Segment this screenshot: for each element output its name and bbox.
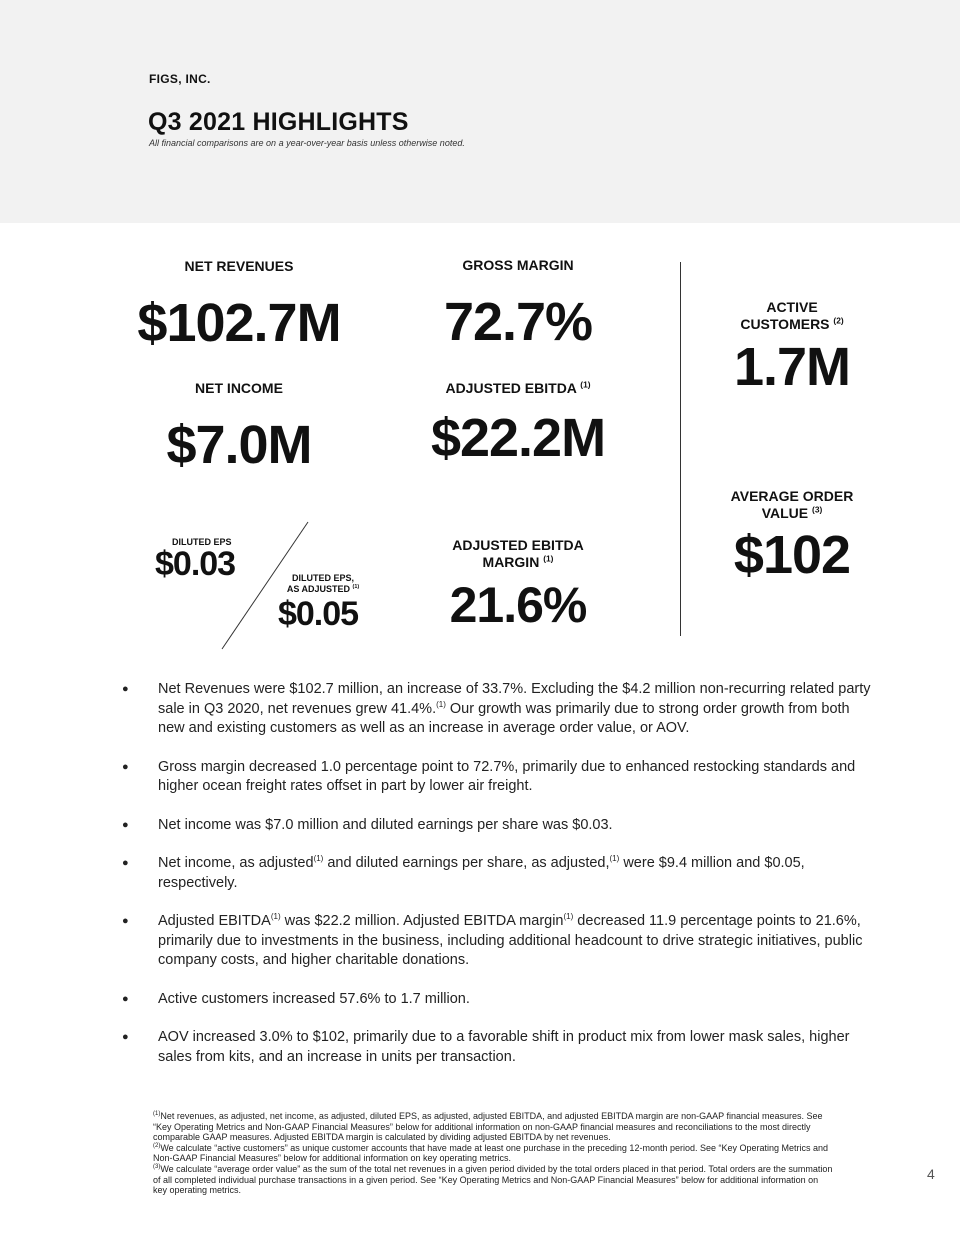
gross-margin-label: GROSS MARGIN [462,257,574,273]
list-item: ● Adjusted EBITDA$^{(1)}$ was $22.2 million. Adjusted EBITDA margin$^{(1)}$ decreased 11.9 percentage points to 21.6%, primarily due to investments in the business, including additional headcount to drive strategic initiatives, public company costs, and higher charitable donations. [122,912,863,968]
net-income-value: $7.0M [166,415,312,475]
footnote-3: $^{(3)}$We calculate “average order value” as the sum of the total net revenues in a given period divided by the total orders placed in that period. Total orders are the summation of all completed individual purchase transactions in a given period. See “Key Operating Metrics and Non-GAAP Financial Measures” below for additional information on key operating metrics. [153,1163,833,1196]
list-item: ● Gross margin decreased 1.0 percentage point to 72.7%, primarily due to enhanced restocking standards and higher ocean freight rates offset in part by lower air freight. [122,758,856,794]
list-item: ● Net income was $7.0 million and diluted earnings per share was $0.03. [120,816,880,836]
bullet-icon: ● [122,1031,129,1043]
footnotes [153,1111,833,1196]
list-item: ● Net Revenues were $102.7 million, an increase of 33.7%. Excluding the $4.2 million non-recurring related party sale in Q3 2020, net revenues grew 41.4%.$^{(1)}$ Our growth was primarily due to strong order growth from both new and existing customers as well as an increase in average order value, or AOV. [122,681,871,736]
diluted-eps-adjusted-value: $0.05 [277,595,359,633]
vertical-divider [680,262,681,636]
bullet-icon: ● [122,857,129,869]
bullet-icon: ● [122,992,129,1005]
net-revenues-label: NET REVENUES [184,258,294,274]
diluted-eps-label: DILUTED EPS [172,537,232,547]
list-item: ● AOV increased 3.0% to $102, primarily due to a favorable shift in product mix from lower mask sales, higher sales from kits, and an increase in units per transaction. [122,1029,850,1065]
page-subtitle: All financial comparisons are on a year-over-year basis unless otherwise noted. [149,138,465,148]
bullet-icon: ● [122,760,129,773]
bullet-icon: ● [122,818,129,831]
active-customers-label: ACTIVE CUSTOMERS $^{(2)}$ [740,299,844,332]
adjusted-ebitda-value: $22.2M [430,408,606,468]
adjusted-ebitda-label: ADJUSTED EBITDA $^{(1)}$ [445,379,591,396]
adjusted-ebitda-margin-label: ADJUSTED EBITDA MARGIN $^{(1)}$ [452,537,584,570]
net-income-label: NET INCOME [195,380,283,396]
footnote-2: $^{(2)}$We calculate “active customers” as unique customer accounts that have made at least one purchase in the preceding 12-month period. See “Key Operating Metrics and Non-GAAP Financial Measures” below for additional information on key operating metrics. [153,1142,829,1164]
aov-value: $102 [733,525,851,585]
net-revenues-value: $102.7M [137,293,341,353]
list-item: ● Active customers increased 57.6% to 1.7 million. [120,990,880,1010]
footnote-1: $^{(1)}$Net revenues, as adjusted, net income, as adjusted, diluted EPS, as adjusted, adjusted EBITDA, and adjusted EBITDA margin are non-GAAP financial measures. See “Key Operating Metrics and Non-GAAP Financial Measures” below for additional information on non-GAAP financial measures and reconciliations to the most directly comparable GAAP measures. Adjusted EBITDA margin is calculated by dividing adjusted EBITDA by net revenues. [153,1111,823,1143]
company-name: FIGS, INC. [149,72,211,86]
list-item: ● Net income, as adjusted$^{(1)}$ and diluted earnings per share, as adjusted,$^{(1)}$ were $9.4 million and $0.05, respectively. [122,854,805,891]
highlights-list [120,680,880,1086]
gross-margin-value: 72.7% [443,292,593,352]
diluted-eps-adjusted-label: DILUTED EPS, AS ADJUSTED $^{(1)}$ [286,573,360,594]
adjusted-ebitda-margin-value: 21.6% [449,577,587,633]
page-number: 4 [927,1166,935,1182]
aov-label: AVERAGE ORDER VALUE $^{(3)}$ [730,488,854,521]
active-customers-value: 1.7M [733,337,851,397]
diluted-eps-value: $0.03 [155,545,236,583]
page-title: Q3 2021 HIGHLIGHTS [148,108,409,136]
bullet-icon: ● [122,683,129,695]
bullet-icon: ● [122,915,129,927]
